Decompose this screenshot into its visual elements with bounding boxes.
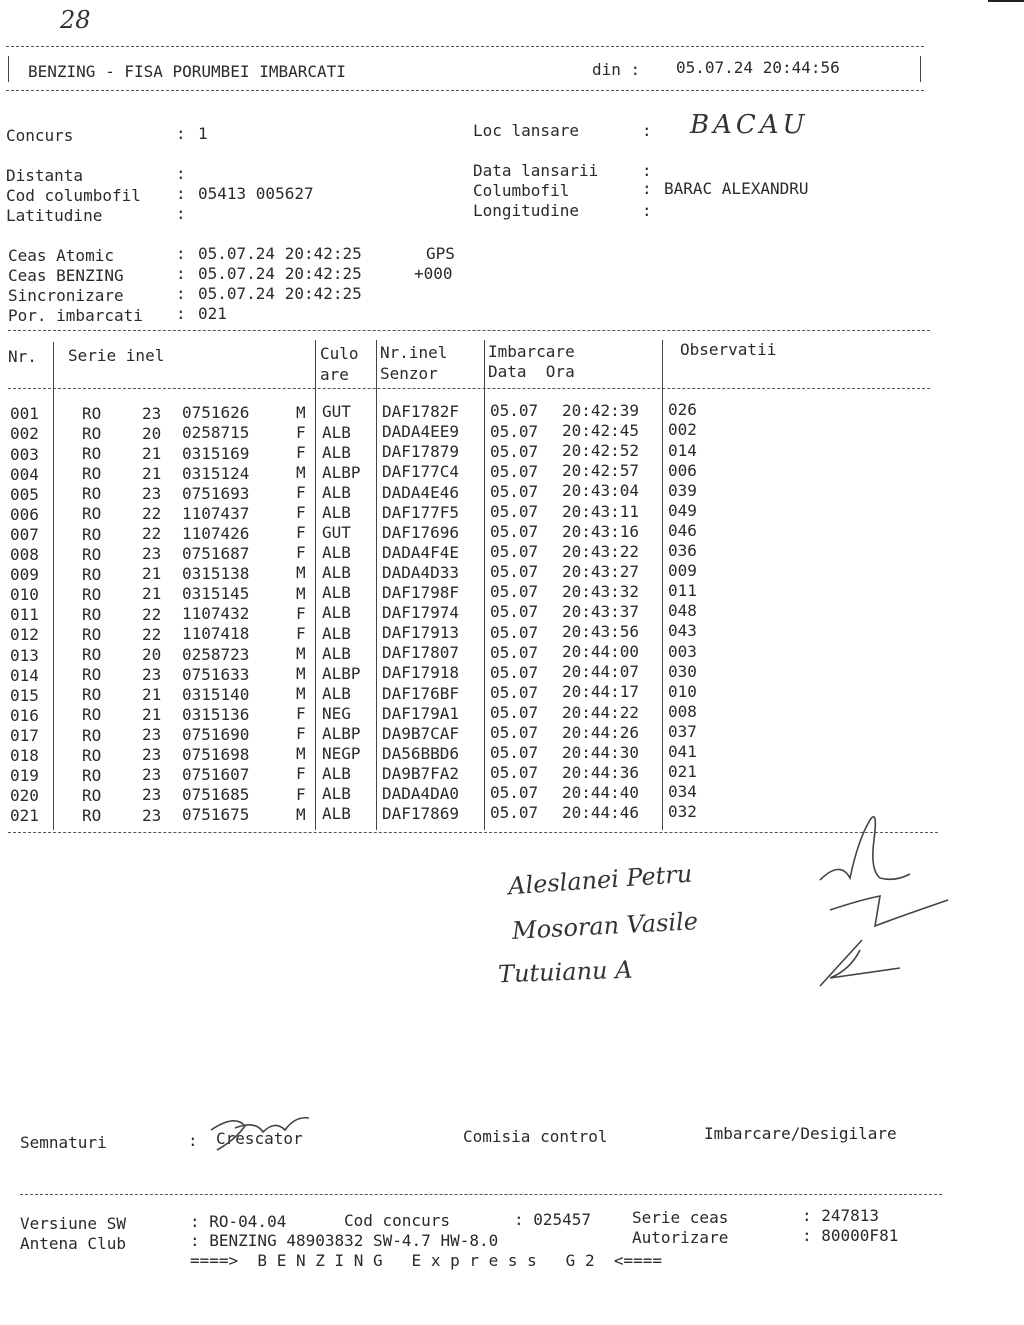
autorizare-value: : 80000F81 [802,1226,899,1245]
cell-ora: 20:44:46 [562,803,640,823]
concurs-sep: : [176,124,186,143]
cell-inel: 0751687 [182,544,250,563]
cell-cul: ALB [322,804,351,824]
cell-obs: 043 [668,621,697,641]
cell-tara: RO [82,544,102,564]
cell-obs: 026 [668,400,697,420]
sincronizare-value: 05.07.24 20:42:25 [198,284,362,303]
cell-ora: 20:43:56 [562,622,640,642]
cell-tara: RO [82,424,102,443]
col-divider-senzor [484,340,485,830]
header-din-label: din : [592,60,641,79]
cell-nr: 017 [10,725,39,745]
cell-tara: RO [82,745,102,765]
cell-sex: M [296,563,306,583]
handwritten-name-1: Aleslanei Petru [507,859,694,901]
cell-nr: 002 [10,424,39,444]
cell-inel: 0751626 [182,403,250,423]
cell-nr: 007 [10,524,39,544]
cell-tara: RO [82,403,102,423]
cell-cul: ALB [322,543,351,563]
cell-ora: 20:44:00 [562,642,640,662]
cell-cul: ALB [322,603,351,623]
table-header-border [8,388,930,389]
sincronizare-label: Sincronizare [8,286,124,305]
cell-data: 05.07 [490,602,539,622]
cell-senzor: DAF17696 [382,522,460,542]
cell-nr: 019 [10,766,39,786]
cell-sex: F [296,623,306,643]
cell-an: 23 [142,664,162,684]
cell-an: 21 [142,443,162,463]
cell-obs: 021 [668,762,697,782]
cell-an: 21 [142,463,162,483]
header-serie-inel: Serie inel [68,346,165,365]
cell-data: 05.07 [490,702,539,722]
cell-tara: RO [82,685,102,705]
cell-obs: 032 [668,802,697,822]
cell-nr: 001 [10,404,39,424]
cell-an: 22 [142,624,162,644]
handwritten-name-3: Tutuianu A [497,955,633,989]
cell-an: 20 [142,423,162,443]
cell-nr: 018 [10,746,39,766]
header-culoare-2: are [320,365,349,384]
cell-inel: 1107432 [182,604,250,624]
document-title: BENZING - FISA PORUMBEI IMBARCATI [28,62,346,81]
cod-columbofil-sep: : [176,184,186,203]
cell-cul: ALB [322,784,351,804]
cell-an: 22 [142,604,162,624]
cell-sex: M [296,804,306,824]
cell-sex: M [296,462,306,482]
header-senzor-1: Nr.inel [380,343,448,362]
cell-data: 05.07 [490,522,539,542]
cell-cul: ALB [322,583,351,603]
cell-nr: 016 [10,705,39,725]
scan-edge-mark [988,0,1024,2]
columbofil-label: Columbofil [473,181,570,200]
cell-inel: 0315145 [182,584,250,604]
cell-an: 23 [142,805,162,825]
cell-ora: 20:43:04 [562,481,640,501]
cell-ora: 20:42:57 [562,461,640,481]
cell-inel: 0258715 [182,423,250,443]
cell-senzor: DADA4DA0 [382,784,460,803]
cell-ora: 20:43:22 [562,541,640,561]
cell-obs: 036 [668,541,697,561]
cell-nr: 020 [10,786,39,806]
cell-cul: ALB [322,623,351,643]
loc-lansare-label: Loc lansare [473,121,579,140]
cell-sex: M [296,744,306,764]
cell-tara: RO [82,584,102,604]
serie-ceas-label: Serie ceas [632,1208,729,1227]
autorizare-label: Autorizare [632,1228,729,1247]
col-divider-serie [315,340,316,830]
cell-sex: M [296,684,306,704]
cell-sex: M [296,583,306,603]
cell-data: 05.07 [490,682,539,702]
cell-senzor: DA56BBD6 [382,743,460,763]
cell-nr: 014 [10,665,39,685]
cell-obs: 034 [668,782,697,802]
cell-senzor: DA9B7FA2 [382,763,460,783]
ceas-atomic-sep: : [176,244,186,263]
cell-ora: 20:44:07 [562,662,640,682]
cell-sex: F [296,483,306,503]
cell-ora: 20:44:26 [562,722,640,742]
cell-inel: 0315136 [182,704,250,724]
cell-inel: 0751693 [182,483,250,503]
cell-an: 22 [142,524,162,544]
cell-senzor: DADA4D33 [382,562,460,582]
cell-ora: 20:42:39 [562,401,640,421]
cell-obs: 049 [668,500,697,520]
cell-an: 21 [142,584,162,604]
cell-sex: F [296,503,306,523]
cell-ora: 20:42:45 [562,421,640,441]
cell-nr: 003 [10,444,39,464]
cell-ora: 20:44:22 [562,702,640,722]
ceas-benzing-extra: +000 [414,264,453,283]
cell-obs: 046 [668,520,697,540]
cell-inel: 0751685 [182,785,250,805]
cell-ora: 20:42:52 [562,441,640,461]
header-right-border [920,56,921,82]
cell-obs: 030 [668,661,697,681]
serie-ceas-value: : 247813 [802,1206,880,1225]
cell-nr: 010 [10,585,39,605]
cell-inel: 0751675 [182,805,250,825]
cell-ora: 20:44:17 [562,682,640,702]
cell-sex: F [296,784,306,804]
cell-sex: M [296,643,306,663]
cell-obs: 048 [668,601,697,621]
cell-inel: 0751690 [182,724,250,744]
crescator-label: Crescator [216,1129,303,1148]
ceas-atomic-label: Ceas Atomic [8,246,114,265]
cell-tara: RO [82,725,102,745]
cell-an: 21 [142,705,162,725]
cell-nr: 012 [10,625,39,645]
cell-an: 23 [142,765,162,785]
page-number-mark: 28 [60,6,91,34]
cell-an: 23 [142,745,162,765]
cell-ora: 20:43:27 [562,561,640,581]
cell-cul: ALBP [322,462,361,482]
loc-lansare-sep: : [642,121,652,140]
cell-cul: ALB [322,422,351,442]
ceas-benzing-label: Ceas BENZING [8,266,124,285]
cell-sex: F [296,442,306,462]
cell-data: 05.07 [490,582,539,602]
cell-obs: 014 [668,440,697,460]
crescator-signature [205,1110,315,1160]
cod-columbofil-label: Cod columbofil [6,186,141,205]
comisia-control-label: Comisia control [463,1127,608,1146]
cell-senzor: DADA4F4E [382,542,460,562]
cell-cul: ALB [322,683,351,703]
cell-inel: 0315140 [182,684,250,704]
cell-nr: 015 [10,685,39,705]
cell-an: 21 [142,564,162,584]
header-din-value: 05.07.24 20:44:56 [676,58,840,77]
longitudine-label: Longitudine [473,201,579,220]
cell-cul: ALB [322,563,351,583]
ceas-benzing-value: 05.07.24 20:42:25 [198,264,362,283]
cell-inel: 0751698 [182,745,250,764]
cell-obs: 003 [668,641,697,661]
cell-cul: ALBP [322,724,361,744]
cell-senzor: DAF17869 [382,804,460,824]
cell-data: 05.07 [490,421,539,441]
cell-ora: 20:43:32 [562,581,640,601]
antena-club-value: : BENZING 48903832 SW-4.7 HW-8.0 [190,1231,499,1250]
cell-obs: 009 [668,561,697,581]
columbofil-value: BARAC ALEXANDRU [664,179,809,198]
por-imbarcati-label: Por. imbarcati [8,306,143,325]
handwritten-name-2: Mosoran Vasile [511,907,699,945]
cell-tara: RO [82,524,102,544]
cell-tara: RO [82,604,102,624]
cell-inel: 0751633 [182,664,250,684]
cell-tara: RO [82,665,102,685]
cell-ora: 20:44:40 [562,782,640,802]
cell-sex: F [296,603,306,623]
cell-nr: 008 [10,545,39,565]
cell-senzor: DAF176BF [382,683,460,703]
cell-ora: 20:43:37 [562,602,640,622]
cell-senzor: DAF17913 [382,623,460,643]
cell-an: 23 [142,403,162,423]
cell-cul: ALB [322,643,351,663]
cell-cul: NEG [322,703,351,723]
cell-cul: ALB [322,442,351,462]
cell-tara: RO [82,805,102,825]
table-top-border [8,330,930,331]
cell-tara: RO [82,464,102,484]
latitudine-sep: : [176,204,186,223]
cell-nr: 011 [10,605,39,625]
cell-inel: 0315169 [182,443,250,463]
cell-cul: ALB [322,482,351,502]
cell-senzor: DA9B7CAF [382,723,460,743]
col-divider-culoare [376,340,377,830]
cell-ora: 20:44:36 [562,762,640,782]
imbarcare-desigilare-label: Imbarcare/Desigilare [704,1124,897,1143]
header-senzor-2: Senzor [380,364,438,383]
header-observatii: Observatii [680,340,777,359]
cell-data: 05.07 [490,803,539,823]
cell-data: 05.07 [490,642,539,662]
footer-top-border [20,1194,942,1195]
cell-data: 05.07 [490,401,539,421]
cod-concurs-value: : 025457 [514,1210,592,1229]
cell-nr: 009 [10,565,39,585]
cell-obs: 039 [668,480,697,500]
cell-tara: RO [82,504,102,524]
cell-data: 05.07 [490,542,539,562]
concurs-value: 1 [198,124,208,143]
cell-data: 05.07 [490,562,539,582]
cell-tara: RO [82,484,102,504]
cell-data: 05.07 [490,461,539,481]
ceas-atomic-extra: GPS [426,244,455,263]
cell-tara: RO [82,645,102,665]
cell-senzor: DAF17974 [382,603,460,623]
cell-cul: ALBP [322,663,361,683]
cell-senzor: DAF17807 [382,643,460,663]
ceas-atomic-value: 05.07.24 20:42:25 [198,244,362,263]
cell-obs: 006 [668,460,697,480]
benzing-express-banner: ====> B E N Z I N G E x p r e s s G 2 <==== [190,1251,663,1270]
cell-ora: 20:44:30 [562,742,640,762]
cell-nr: 013 [10,645,39,665]
header-culoare-1: Culo [320,344,359,363]
cell-obs: 041 [668,742,697,762]
cod-columbofil-value: 05413 005627 [198,184,314,203]
cell-data: 05.07 [490,783,539,803]
cell-an: 23 [142,483,162,503]
cell-cul: ALB [322,502,351,522]
data-lansarii-label: Data lansarii [473,161,599,180]
cell-obs: 002 [668,420,697,440]
concurs-label: Concurs [6,126,74,145]
cell-senzor: DAF17918 [382,663,460,683]
cell-tara: RO [82,444,102,464]
cell-tara: RO [82,765,102,785]
cod-concurs-label: Cod concurs [344,1211,450,1230]
cell-sex: F [296,523,306,543]
semnaturi-sep: : [188,1131,198,1150]
cell-inel: 0315138 [182,564,250,584]
cell-sex: F [296,704,306,724]
versiune-sw-value: : RO-04.04 [190,1212,287,1231]
cell-tara: RO [82,705,102,725]
cell-senzor: DAF1782F [382,402,460,422]
cell-obs: 037 [668,721,697,741]
cell-an: 20 [142,644,162,664]
cell-nr: 004 [10,464,39,484]
cell-ora: 20:43:11 [562,501,640,521]
distanta-label: Distanta [6,166,84,185]
cell-nr: 021 [10,806,39,826]
cell-an: 23 [142,725,162,745]
cell-senzor: DAF177F5 [382,502,460,522]
cell-cul: GUT [322,523,351,543]
cell-obs: 010 [668,681,697,701]
cell-sex: F [296,543,306,563]
cell-senzor: DAF179A1 [382,703,460,723]
cell-data: 05.07 [490,743,539,763]
header-imbarcare-2: Data Ora [488,362,575,381]
latitudine-label: Latitudine [6,206,103,225]
cell-sex: M [296,663,306,683]
cell-sex: F [296,422,306,442]
col-divider-nr [53,342,54,830]
versiune-sw-label: Versiune SW [20,1214,126,1233]
antena-club-label: Antena Club [20,1234,126,1253]
cell-obs: 011 [668,581,697,601]
por-imbarcati-value: 021 [198,304,227,323]
cell-nr: 006 [10,504,39,524]
header-left-border [8,56,9,82]
cell-data: 05.07 [490,723,539,743]
cell-an: 22 [142,504,162,524]
commission-signatures [800,800,960,1000]
cell-tara: RO [82,564,102,584]
cell-senzor: DAF177C4 [382,462,460,482]
loc-lansare-handwritten-value: BACAU [690,110,809,140]
cell-sex: F [296,724,306,744]
cell-nr: 005 [10,484,39,504]
cell-inel: 0258723 [182,644,250,664]
cell-senzor: DADA4E46 [382,482,460,502]
cell-sex: F [296,764,306,784]
header-top-border [6,46,924,47]
cell-cul: NEGP [322,744,361,764]
cell-data: 05.07 [490,662,539,682]
por-imbarcati-sep: : [176,304,186,323]
ceas-benzing-sep: : [176,264,186,283]
cell-tara: RO [82,785,102,805]
cell-tara: RO [82,625,102,644]
cell-cul: GUT [322,402,351,422]
cell-sex: M [296,402,306,422]
cell-inel: 1107418 [182,624,250,644]
header-imbarcare-1: Imbarcare [488,342,575,361]
cell-senzor: DAF17879 [382,442,460,462]
cell-an: 21 [142,684,162,704]
cell-data: 05.07 [490,622,539,642]
cell-data: 05.07 [490,481,539,501]
cell-inel: 1107426 [182,523,250,543]
cell-ora: 20:43:16 [562,521,640,541]
cell-inel: 0751607 [182,765,250,785]
cell-data: 05.07 [490,501,539,521]
cell-inel: 1107437 [182,503,250,523]
header-bottom-border [6,90,924,91]
distanta-sep: : [176,164,186,183]
header-nr: Nr. [8,347,37,366]
cell-an: 23 [142,544,162,564]
cell-data: 05.07 [490,763,539,783]
sincronizare-sep: : [176,284,186,303]
cell-an: 23 [142,785,162,805]
table-bottom-border [8,832,938,833]
semnaturi-label: Semnaturi [20,1133,107,1152]
data-lansarii-sep: : [642,161,652,180]
longitudine-sep: : [642,201,652,220]
col-divider-imbarcare [662,340,663,830]
cell-cul: ALB [322,764,351,784]
cell-inel: 0315124 [182,463,250,483]
columbofil-sep: : [642,179,652,198]
cell-data: 05.07 [490,441,539,461]
cell-obs: 008 [668,701,697,721]
cell-senzor: DADA4EE9 [382,422,460,442]
cell-senzor: DAF1798F [382,583,460,602]
